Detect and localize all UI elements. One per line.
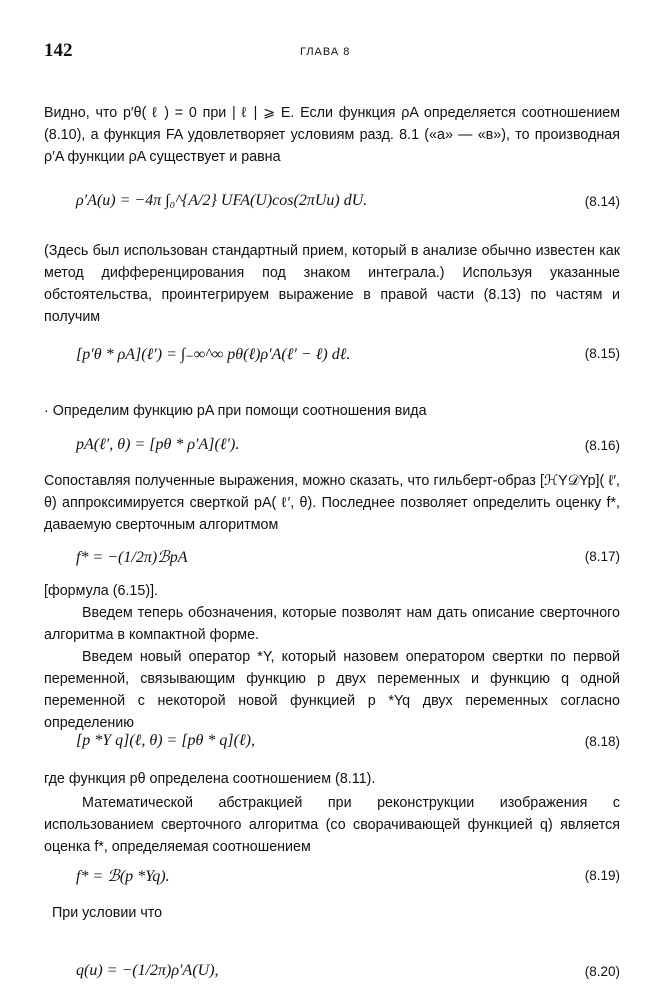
equation-formula: [p′θ * ρA](ℓ′) = ∫₋∞^∞ pθ(ℓ)ρ′A(ℓ′ − ℓ) dℓ. [76,346,351,363]
paragraph-8: где функция pθ определена соотношением (8.11). [44,771,376,787]
paragraph-4: Сопоставляя полученные выражения, можно сказать, что гильберт-образ [ℋY𝒟Yp]( ℓ′, θ) аппроксимируется сверткой pA( ℓ′, θ). Последнее позволяет определить оценку f*, даваемую сверточным алгоритмом [44,473,620,533]
equation-formula: pA(ℓ′, θ) = [pθ * ρ′A](ℓ′). [76,436,240,453]
equation-formula: ρ′A(u) = −4π ∫₀^{A/2} UFA(U)cos(2πUu) dU. [76,192,368,209]
equation-number: (8.14) [584,194,620,209]
paragraph-10: При условии что [52,905,163,921]
equation-number: (8.17) [584,549,620,564]
equation-number: (8.18) [584,734,620,749]
equation-number: (8.19) [584,868,620,883]
equation-formula: f* = −(1/2π)ℬpA [76,549,188,566]
equation-formula: [p *Y q](ℓ, θ) = [pθ * q](ℓ), [76,732,255,749]
equation-8-19 [44,866,620,896]
equation-8-17 [44,547,620,577]
paragraph-3: · Определим функцию pA при помощи соотношения вида [44,403,427,419]
page-number: 142 [44,40,73,61]
paragraph-5: [формула (6.15)]. [44,583,159,599]
paragraph-6: Введем теперь обозначения, которые позволят нам дать описание сверточного алгоритма в компактной форме. [44,605,620,643]
equation-8-14 [44,192,620,222]
equation-8-18 [44,732,620,762]
page-header [0,40,665,70]
equation-number: (8.16) [584,438,620,453]
equation-8-16 [44,436,620,466]
equation-formula: q(u) = −(1/2π)ρ′A(U), [76,962,219,979]
equation-number: (8.15) [584,346,620,361]
equation-8-20 [44,962,620,992]
paragraph-1: Видно, что p′θ( ℓ ) = 0 при | ℓ | ⩾ E. Если функция ρA определяется соотношением (8.10), а функция FA удовлетворяет условиям разд. 8.1 («а» — «в»), то производная ρ′A функции ρA существует и равна [44,105,620,165]
paragraph-9: Математической абстракцией при реконструкции изображения с использованием сверточного алгоритма (со сворачивающей функцией q) является оценка f*, определяемая соотношением [44,795,620,855]
equation-8-15 [44,344,620,374]
paragraph-7: Введем новый оператор *Y, который назовем оператором свертки по первой переменной, связывающим функцию p двух переменных и функцию q одной переменной с некоторой новой функцией p *Yq двух переменных согласно определению [44,649,620,731]
equation-formula: f* = ℬ(p *Yq). [76,868,170,885]
paragraph-2: (Здесь был использован стандартный прием, который в анализе обычно известен как метод дифференцирования под знаком интеграла.) Используя указанные обстоятельства, проинтегрируем выражение в правой части (8.13) по частям и получим [44,243,620,325]
chapter-title: ГЛАВА 8 [300,46,351,58]
equation-number: (8.20) [584,964,620,979]
